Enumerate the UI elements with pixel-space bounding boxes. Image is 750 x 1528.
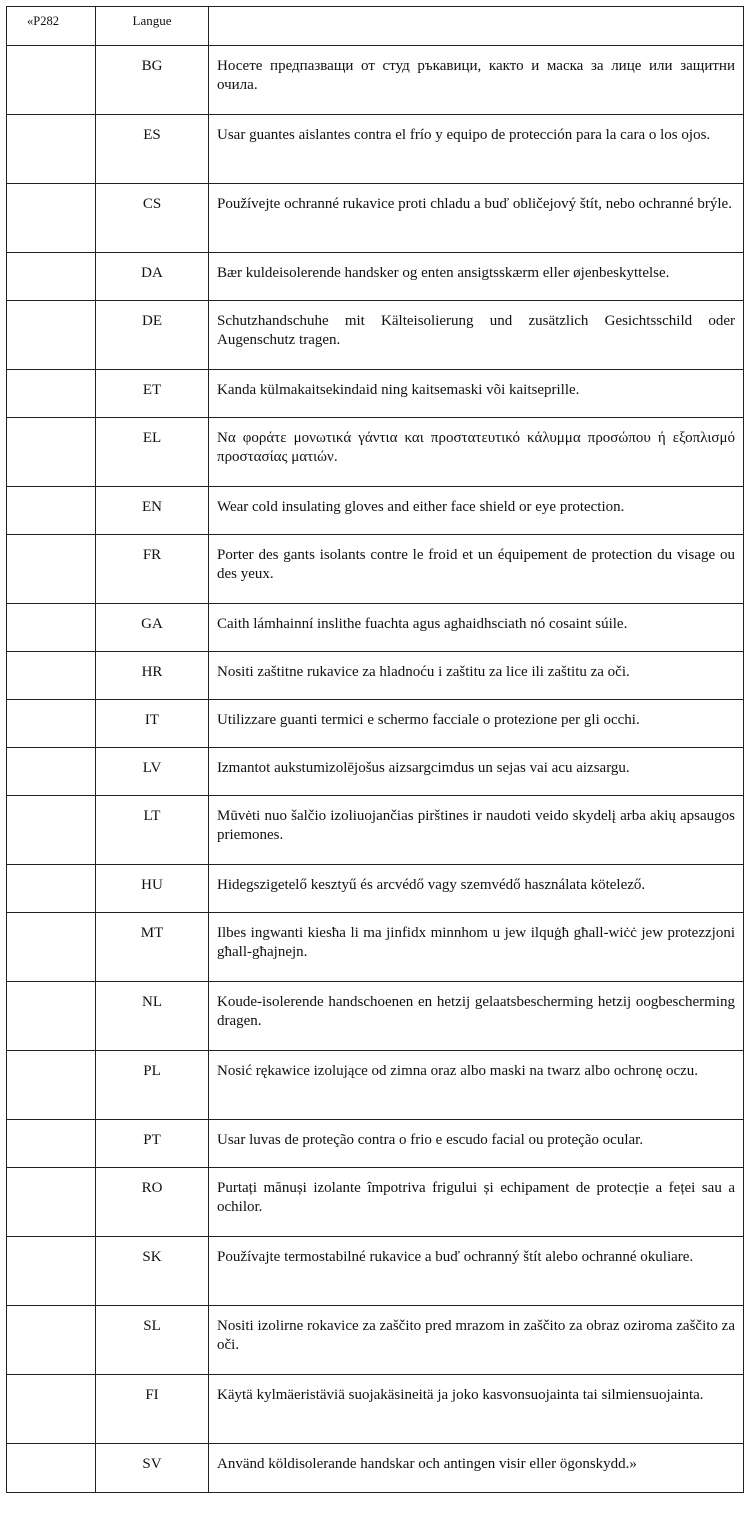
table-row: [7, 184, 744, 253]
language-code-cell: LT: [96, 796, 209, 865]
empty-cell: [7, 1051, 96, 1120]
empty-cell: [7, 301, 96, 370]
language-code-cell: DE: [96, 301, 209, 370]
empty-cell: [7, 652, 96, 700]
language-code-cell: HU: [96, 865, 209, 913]
language-code-cell: SL: [96, 1306, 209, 1375]
table-row: [7, 982, 744, 1051]
empty-cell: [7, 604, 96, 652]
statement-text-cell: Kanda külmakaitsekindaid ning kaitsemaski või kaitseprille.: [209, 370, 744, 418]
language-code-cell: GA: [96, 604, 209, 652]
statement-text-cell: Schutzhandschuhe mit Kälteisolierung und zusätzlich Gesichtsschild oder Augenschutz tragen.: [209, 301, 744, 370]
table-row: [7, 1120, 744, 1168]
language-code-cell: LV: [96, 748, 209, 796]
statement-text-cell: Nositi izolirne rokavice za zaščito pred mrazom in zaščito za obraz oziroma zaščito za oči.: [209, 1306, 744, 1375]
statement-text-cell: Caith lámhainní inslithe fuachta agus aghaidhsciath nó cosaint súile.: [209, 604, 744, 652]
empty-cell: [7, 1237, 96, 1306]
statement-text-cell: Usar guantes aislantes contra el frío y equipo de protección para la cara o los ojos.: [209, 115, 744, 184]
language-code-cell: FI: [96, 1375, 209, 1444]
language-code-cell: PL: [96, 1051, 209, 1120]
statement-text-cell: Wear cold insulating gloves and either face shield or eye protection.: [209, 487, 744, 535]
empty-cell: [7, 700, 96, 748]
empty-cell: [7, 1306, 96, 1375]
statement-text-cell: Hidegszigetelő kesztyű és arcvédő vagy szemvédő használata kötelező.: [209, 865, 744, 913]
empty-cell: [7, 748, 96, 796]
language-code-cell: EL: [96, 418, 209, 487]
language-code-cell: IT: [96, 700, 209, 748]
statement-text-cell: Mūvėti nuo šalčio izoliuojančias pirštines ir naudoti veido skydelį arba akių apsaugos priemones.: [209, 796, 744, 865]
table-row: [7, 1375, 744, 1444]
empty-cell: [7, 253, 96, 301]
table-row: [7, 604, 744, 652]
empty-cell: [7, 184, 96, 253]
language-code-cell: DA: [96, 253, 209, 301]
table-row: [7, 487, 744, 535]
table-row: [7, 796, 744, 865]
document-page: [6, 6, 743, 1493]
statement-text-cell: Izmantot aukstumizolējošus aizsargcimdus un sejas vai acu aizsargu.: [209, 748, 744, 796]
language-code-cell: CS: [96, 184, 209, 253]
statement-text-cell: Používajte termostabilné rukavice a buď ochranný štít alebo ochranné okuliare.: [209, 1237, 744, 1306]
statement-text-cell: Utilizzare guanti termici e schermo facciale o protezione per gli occhi.: [209, 700, 744, 748]
table-row: [7, 535, 744, 604]
empty-cell: [7, 1168, 96, 1237]
language-code-cell: SK: [96, 1237, 209, 1306]
empty-cell: [7, 865, 96, 913]
empty-cell: [7, 1375, 96, 1444]
language-code-cell: RO: [96, 1168, 209, 1237]
table-row: [7, 1444, 744, 1493]
statement-text-cell: Porter des gants isolants contre le froid et un équipement de protection du visage ou des yeux.: [209, 535, 744, 604]
statement-text-cell: Purtați mănuși izolante împotriva frigului și echipament de protecție a feței sau a ochilor.: [209, 1168, 744, 1237]
table-row: [7, 1168, 744, 1237]
hazard-statement-table: [6, 6, 744, 1493]
statement-text-cell: Ilbes ingwanti kiesħa li ma jinfidx minnhom u jew ilquġħ għall-wiċċ jew protezzjoni għall-għajnejn.: [209, 913, 744, 982]
table-row: [7, 418, 744, 487]
table-header-row: [7, 7, 744, 46]
table-row: [7, 700, 744, 748]
empty-cell: [7, 46, 96, 115]
table-row: [7, 1051, 744, 1120]
language-code-cell: MT: [96, 913, 209, 982]
statement-text-cell: Använd köldisolerande handskar och antingen visir eller ögonskydd.»: [209, 1444, 744, 1493]
text-column-header: [209, 7, 744, 46]
language-column-header: Langue: [96, 7, 209, 46]
table-row: [7, 1237, 744, 1306]
statement-text-cell: Usar luvas de proteção contra o frio e escudo facial ou proteção ocular.: [209, 1120, 744, 1168]
empty-cell: [7, 487, 96, 535]
language-code-cell: EN: [96, 487, 209, 535]
table-row: [7, 115, 744, 184]
empty-cell: [7, 115, 96, 184]
language-code-cell: SV: [96, 1444, 209, 1493]
statement-text-cell: Bær kuldeisolerende handsker og enten ansigtsskærm eller øjenbeskyttelse.: [209, 253, 744, 301]
language-code-cell: BG: [96, 46, 209, 115]
statement-text-cell: Nositi zaštitne rukavice za hladnoću i zaštitu za lice ili zaštitu za oči.: [209, 652, 744, 700]
table-row: [7, 301, 744, 370]
empty-cell: [7, 1120, 96, 1168]
language-code-cell: ES: [96, 115, 209, 184]
empty-cell: [7, 1444, 96, 1493]
language-code-cell: ET: [96, 370, 209, 418]
empty-cell: [7, 535, 96, 604]
table-row: [7, 913, 744, 982]
table-row: [7, 652, 744, 700]
statement-text-cell: Nosić rękawice izolujące od zimna oraz albo maski na twarz albo ochronę oczu.: [209, 1051, 744, 1120]
table-row: [7, 253, 744, 301]
statement-code-header: «P282: [7, 7, 96, 46]
language-code-cell: NL: [96, 982, 209, 1051]
language-code-cell: PT: [96, 1120, 209, 1168]
table-row: [7, 370, 744, 418]
table-row: [7, 1306, 744, 1375]
statement-text-cell: Käytä kylmäeristäviä suojakäsineitä ja joko kasvonsuojainta tai silmiensuojainta.: [209, 1375, 744, 1444]
empty-cell: [7, 370, 96, 418]
empty-cell: [7, 796, 96, 865]
statement-text-cell: Koude-isolerende handschoenen en hetzij gelaatsbescherming hetzij oogbescherming dragen.: [209, 982, 744, 1051]
table-row: [7, 46, 744, 115]
empty-cell: [7, 982, 96, 1051]
language-code-cell: FR: [96, 535, 209, 604]
statement-text-cell: Να φοράτε μονωτικά γάντια και προστατευτικό κάλυμμα προσώπου ή εξοπλισμό προστασίας ματιών.: [209, 418, 744, 487]
table-row: [7, 748, 744, 796]
language-code-cell: HR: [96, 652, 209, 700]
empty-cell: [7, 418, 96, 487]
statement-text-cell: Používejte ochranné rukavice proti chladu a buď obličejový štít, nebo ochranné brýle.: [209, 184, 744, 253]
table-row: [7, 865, 744, 913]
statement-text-cell: Носете предпазващи от студ ръкавици, както и маска за лице или защитни очила.: [209, 46, 744, 115]
empty-cell: [7, 913, 96, 982]
